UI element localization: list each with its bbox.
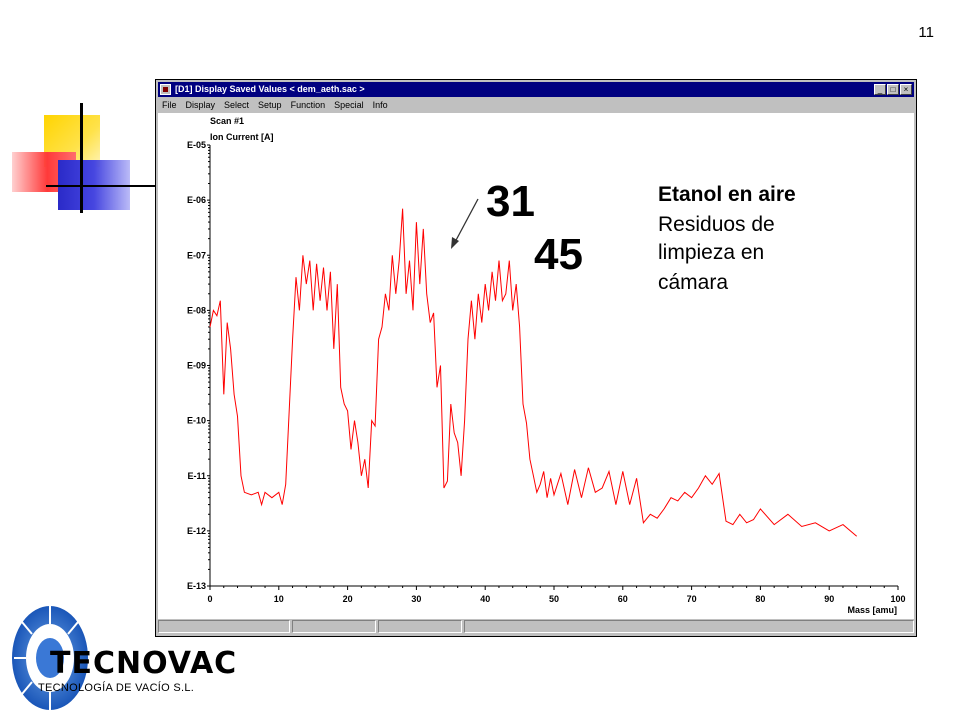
y-tick-label: E-13 [186,581,206,591]
x-tick-label: 30 [411,594,422,604]
page-number: 11 [918,24,934,41]
x-tick-label: 20 [342,594,353,604]
x-axis-label: Mass [amu] [847,605,897,615]
menu-setup[interactable]: Setup [258,100,282,110]
decorative-vertical-line [80,103,83,213]
chart-area [158,113,914,619]
decorative-horizontal-line [46,185,156,187]
x-tick-label: 40 [480,594,491,604]
menu-special[interactable]: Special [334,100,364,110]
y-tick-label: E-12 [186,525,206,536]
annotation-line-3: cámara [658,271,729,294]
menu-bar [158,98,914,112]
menu-info[interactable]: Info [372,100,388,110]
logo-subtitle: TECNOLOGÍA DE VACÍO S.L. [38,682,195,694]
y-tick-label: E-09 [186,360,206,371]
application-window [155,79,917,637]
annotation-arrowhead [451,237,459,249]
status-cell-2 [292,620,376,633]
y-tick-label: E-07 [186,250,206,261]
y-tick-label: E-11 [187,470,206,481]
menu-select[interactable]: Select [224,100,250,110]
tecnovac-logo [10,600,250,715]
peak-label-45: 45 [534,230,583,279]
menu-file[interactable]: File [162,100,177,110]
x-tick-label: 100 [890,594,906,604]
x-tick-label: 50 [548,594,560,604]
x-tick-label: 90 [824,594,835,604]
close-button[interactable]: × [900,84,912,95]
x-tick-label: 70 [686,594,697,604]
y-tick-label: E-06 [186,195,206,206]
window-title: [D1] Display Saved Values < dem_aeth.sac > [175,84,365,94]
x-tick-label: 10 [273,594,284,604]
title-bar[interactable] [158,82,914,97]
annotation-arrow [454,199,478,244]
annotation-line-2: limpieza en [658,241,765,264]
app-icon[interactable] [160,84,171,95]
minimize-button[interactable]: _ [874,84,886,95]
y-tick-label: E-10 [186,415,206,426]
annotation-title: Etanol en aire [658,183,796,206]
scan-label: Scan #1 [210,116,245,126]
maximize-button[interactable]: □ [887,84,899,95]
annotation-line-1: Residuos de [658,213,775,236]
x-tick-label: 60 [617,594,628,604]
x-tick-label: 80 [755,594,766,604]
y-tick-label: E-08 [186,305,206,316]
status-cell-4 [464,620,914,633]
peak-label-31: 31 [486,177,535,226]
status-cell-3 [378,620,462,633]
menu-display[interactable]: Display [185,100,216,110]
x-tick-label: 0 [207,594,213,604]
menu-function[interactable]: Function [290,100,326,110]
y-axis-label: Ion Current [A] [210,132,274,142]
status-bar [158,620,914,635]
mass-spectrum-chart [158,113,914,619]
logo-brand-name: TECNOVAC [50,646,238,681]
y-tick-label: E-05 [186,140,206,150]
